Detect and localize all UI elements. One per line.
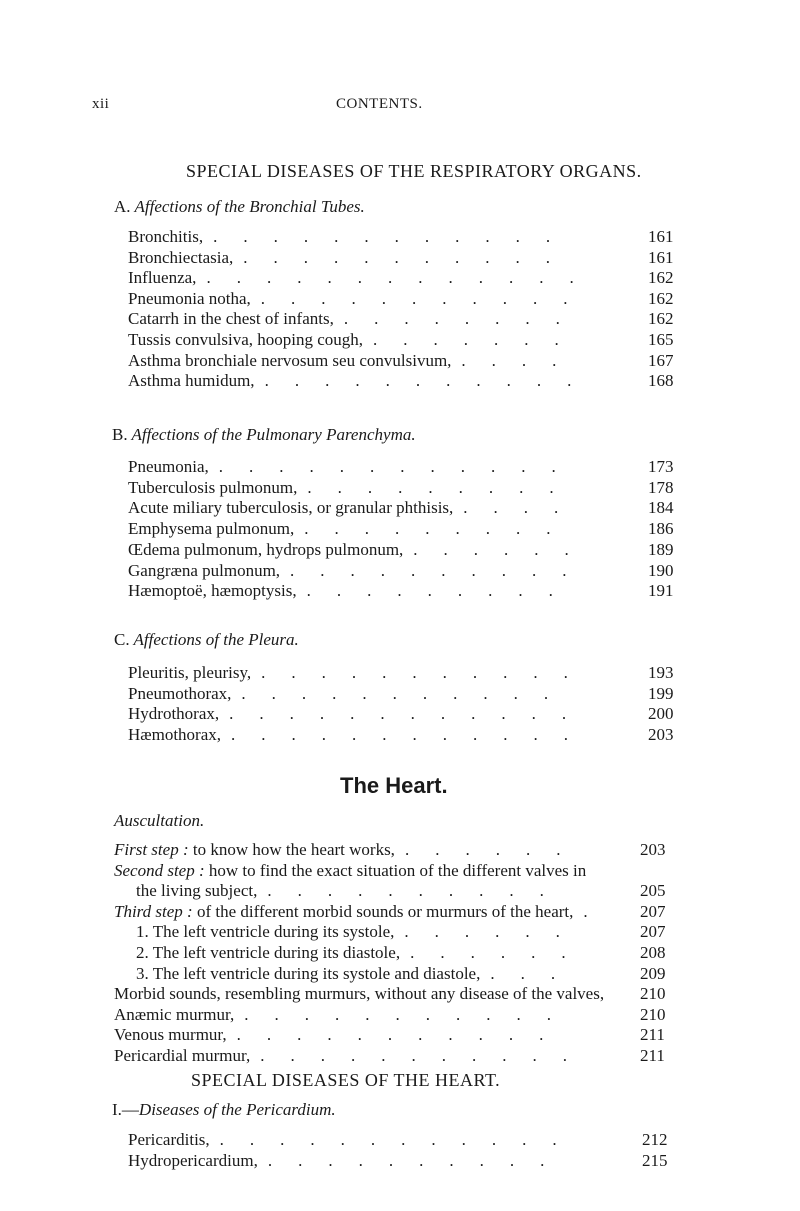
entry-title: the living subject,	[136, 881, 258, 901]
contents-entry	[128, 1130, 676, 1151]
subsection-b-heading	[112, 425, 416, 445]
contents-entry	[136, 964, 674, 985]
entry-page-number: 162	[648, 288, 674, 308]
leader-dots: ............	[213, 227, 577, 246]
entry-page-number: 161	[648, 247, 674, 267]
leader-dots: ............	[219, 1130, 583, 1149]
contents-entry	[128, 581, 682, 602]
contents-entry	[114, 1025, 674, 1046]
entry-title: 1. The left ventricle during its systole,	[136, 922, 395, 942]
entry-title: Pneumothorax,	[128, 683, 232, 703]
subsection-b-letter: B.	[112, 425, 128, 444]
entry-title: Asthma bronchiale nervosum seu convulsivum,	[128, 350, 452, 370]
entry-page-number: 207	[640, 922, 666, 942]
contents-entry	[128, 684, 682, 705]
subsection-c-letter: C.	[114, 630, 130, 649]
entry-page-number: 211	[640, 1046, 665, 1065]
entry-page-number: 203	[648, 725, 674, 745]
contents-entry	[136, 943, 674, 964]
entry-title: Asthma humidum,	[128, 371, 255, 391]
entry-page-number: 173	[648, 457, 674, 476]
subsection-a-heading	[114, 197, 365, 217]
entry-page-number: 212	[642, 1130, 668, 1149]
leader-dots: ...........	[236, 1025, 570, 1045]
leader-dots: ...	[490, 963, 582, 983]
contents-entry	[128, 371, 682, 392]
entry-page-number: 168	[648, 371, 674, 391]
entry-title: 2. The left ventricle during its diastole,	[136, 943, 401, 962]
entry-page-number: 215	[642, 1150, 668, 1170]
leader-dots: ......	[410, 943, 592, 962]
leader-dots: ...........	[261, 663, 594, 682]
leader-dots: ...........	[264, 371, 598, 391]
subsection-c-title: Affections of the Pleura.	[133, 630, 299, 649]
entry-title: Hæmoptoë, hæmoptysis,	[128, 581, 297, 601]
entry-page-number: 200	[648, 704, 674, 724]
entry-page-number: 211	[640, 1025, 665, 1045]
leader-dots: ...........	[241, 683, 575, 703]
contents-entry	[128, 248, 682, 269]
leader-dots: .......	[373, 330, 585, 349]
contents-entry	[128, 725, 682, 746]
leader-dots: ....	[463, 498, 585, 518]
leader-dots: ......	[404, 922, 586, 942]
contents-entry	[128, 351, 682, 372]
contents-entry	[128, 457, 682, 478]
subsection-i-heading	[112, 1100, 336, 1120]
entry-title: Morbid sounds, resembling murmurs, without any disease of the valves,	[114, 984, 605, 1004]
contents-entry	[114, 840, 674, 861]
leader-dots: ......	[404, 840, 587, 859]
contents-entry	[128, 540, 682, 561]
entry-title: Hydrothorax,	[128, 704, 220, 724]
section-title-heart: SPECIAL DISEASES OF THE HEART.	[191, 1070, 501, 1090]
contents-entry	[128, 309, 682, 330]
entry-page-number: 210	[640, 1004, 666, 1024]
contents-entry	[128, 498, 682, 519]
leader-dots: ..........	[267, 881, 570, 901]
subsection-i-title: Diseases of the Pericardium.	[138, 1100, 336, 1119]
leader-dots: ....	[461, 350, 583, 370]
entry-title: Bronchitis,	[128, 227, 204, 246]
contents-entry	[128, 519, 682, 540]
entry-page-number: 162	[648, 309, 674, 329]
entry-page-number: 208	[640, 943, 666, 962]
entry-title: 3. The left ventricle during its systole and diastole,	[136, 963, 481, 983]
entry-title	[114, 840, 395, 860]
entry-page-number: 207	[640, 901, 666, 921]
subsection-i-numeral: I.—	[112, 1100, 139, 1119]
entry-step-label: Third step :	[114, 901, 197, 921]
leader-dots: ...........	[243, 247, 577, 267]
entry-title: Gangræna pulmonum,	[128, 560, 281, 580]
leader-dots: .........	[307, 477, 580, 497]
page-number: xii	[92, 96, 110, 112]
contents-entry	[128, 1151, 676, 1172]
entry-step-label: Second step :	[114, 860, 209, 880]
contents-entry	[128, 561, 682, 582]
entry-page-number: 184	[648, 498, 674, 518]
leader-dots: ......	[413, 539, 595, 559]
entry-step-text: how to find the exact situation of the different valves in	[208, 860, 587, 880]
entry-title: Venous murmur,	[114, 1025, 227, 1045]
entry-title: Tussis convulsiva, hooping cough,	[128, 330, 364, 349]
entry-title	[114, 902, 573, 922]
entry-page-number: 203	[640, 840, 666, 859]
entry-title: Pericardial murmur,	[114, 1046, 251, 1065]
auscultation-heading: Auscultation.	[114, 811, 205, 830]
entry-page-number: 199	[648, 683, 674, 703]
contents-entry	[114, 984, 674, 1005]
leader-dots: .........	[304, 519, 577, 539]
subsection-a-title: Affections of the Bronchial Tubes.	[134, 197, 365, 216]
entry-title: Hæmothorax,	[128, 725, 222, 745]
contents-entry	[114, 902, 674, 923]
running-title: CONTENTS.	[336, 96, 423, 112]
section-title-respiratory: SPECIAL DISEASES OF THE RESPIRATORY ORGANS.	[186, 161, 642, 181]
entry-title: Bronchiectasia,	[128, 247, 234, 267]
leader-dots: ............	[229, 704, 593, 724]
entry-step-label: First step :	[114, 840, 193, 859]
leader-dots: ..........	[267, 1150, 571, 1170]
contents-entry	[128, 289, 682, 310]
entry-page-number: 165	[648, 330, 674, 349]
contents-entry	[128, 227, 682, 248]
entry-page-number: 191	[648, 581, 674, 601]
entry-page-number: 205	[640, 881, 666, 901]
entry-title: Emphysema pulmonum,	[128, 519, 295, 539]
leader-dots: ............	[218, 457, 582, 476]
leader-dots: .............	[206, 268, 600, 288]
entry-page-number: 161	[648, 227, 674, 246]
entry-step-text: to know how the heart works,	[192, 840, 395, 859]
entry-title: Acute miliary tuberculosis, or granular phthisis,	[128, 498, 454, 518]
contents-entry	[128, 330, 682, 351]
entry-page-number: 186	[648, 519, 674, 539]
contents-entry	[128, 704, 682, 725]
entry-title: Anæmic murmur,	[114, 1004, 235, 1024]
entry-title: Catarrh in the chest of infants,	[128, 309, 334, 329]
entry-page-number: 209	[640, 963, 666, 983]
entry-title: Œdema pulmonum, hydrops pulmonum,	[128, 539, 404, 559]
subsection-b-title: Affections of the Pulmonary Parenchyma.	[131, 425, 416, 444]
contents-entry	[136, 881, 674, 902]
entry-title: Pneumonia notha,	[128, 288, 251, 308]
entry-title	[114, 861, 586, 881]
entry-title: Tuberculosis pulmonum,	[128, 477, 298, 497]
leader-dots: ..........	[290, 560, 593, 580]
entry-title: Pneumonia,	[128, 457, 209, 476]
entry-page-number: 193	[648, 663, 674, 682]
leader-dots: ...........	[244, 1004, 577, 1024]
contents-entry	[128, 478, 682, 499]
leader-dots: .	[583, 901, 614, 921]
entry-title: Hydropericardium,	[128, 1150, 258, 1170]
entry-title: Influenza,	[128, 268, 197, 288]
entry-page-number: 190	[648, 560, 674, 580]
contents-entry	[128, 663, 682, 684]
leader-dots: ...........	[260, 1046, 593, 1065]
entry-page-number: 162	[648, 268, 674, 288]
leader-dots: ........	[343, 309, 586, 329]
entry-title: Pleuritis, pleurisy,	[128, 663, 252, 682]
heart-title: The Heart.	[340, 773, 448, 798]
entry-page-number: 178	[648, 477, 674, 497]
entry-step-text: of the different morbid sounds or murmurs of the heart,	[196, 901, 574, 921]
entry-title: Pericarditis,	[128, 1130, 210, 1149]
leader-dots: .........	[306, 581, 579, 601]
contents-entry	[114, 861, 674, 882]
entry-page-number: 210	[640, 984, 666, 1004]
contents-entry	[114, 1046, 674, 1067]
leader-dots: ............	[231, 725, 595, 745]
subsection-a-letter: A.	[114, 197, 131, 216]
contents-entry	[114, 1005, 674, 1026]
entry-page-number: 189	[648, 539, 674, 559]
subsection-c-heading	[114, 630, 299, 650]
contents-entry	[128, 268, 682, 289]
entry-page-number: 167	[648, 350, 674, 370]
contents-entry	[136, 922, 674, 943]
leader-dots: ...........	[260, 288, 594, 308]
